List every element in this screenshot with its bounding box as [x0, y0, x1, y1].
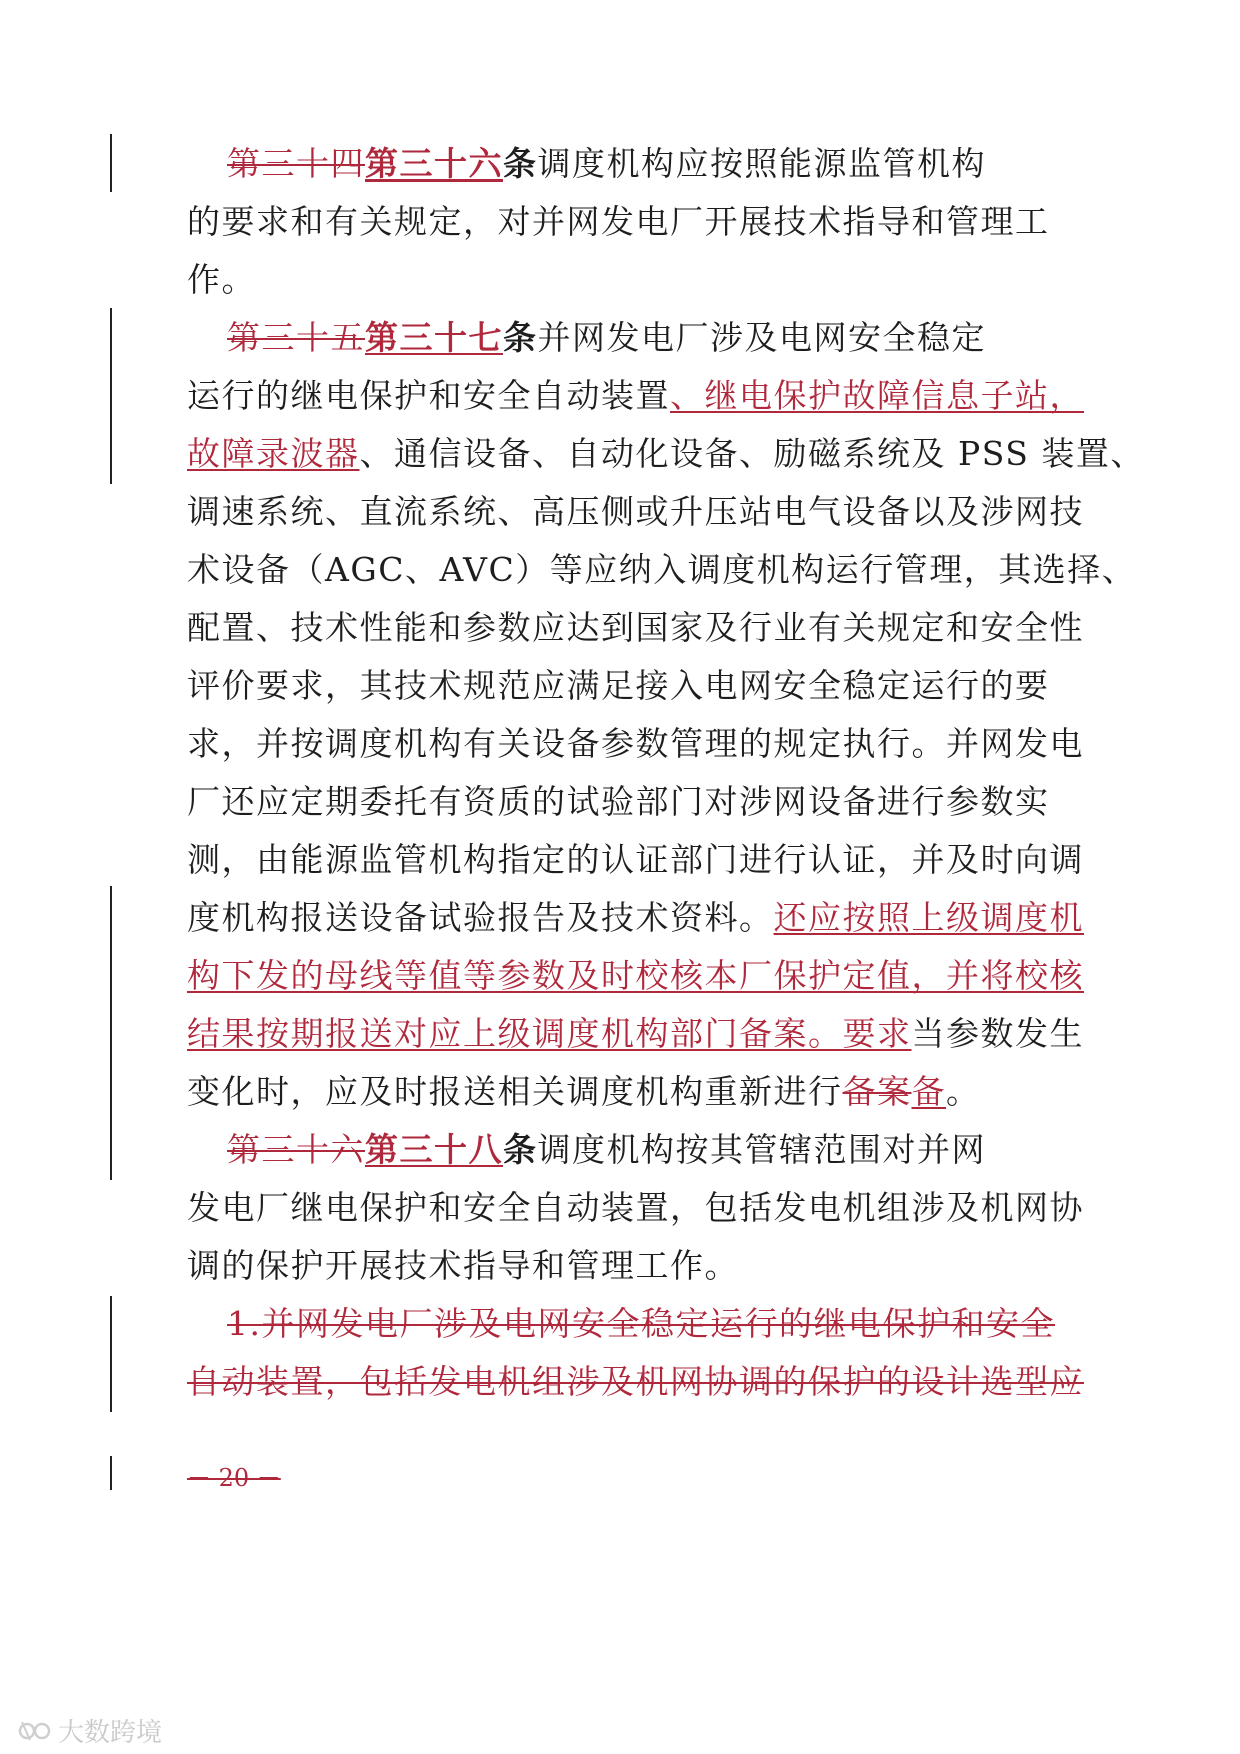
article-37-line-7: 评价要求，其技术规范应满足接入电网安全稳定运行的要 — [187, 666, 1050, 705]
body-text: 当参数发生 — [911, 1014, 1084, 1053]
article-36-line-1 — [227, 142, 986, 186]
deleted-article-number: 第三十五 — [227, 318, 365, 357]
article-37-line-9: 厂还应定期委托有资质的试验部门对涉网设备进行参数实 — [187, 782, 1050, 821]
inserted-article-number: 第三十七 — [365, 318, 503, 357]
article-38-line-1 — [227, 1128, 986, 1172]
inserted-text: 备 — [911, 1072, 946, 1111]
deleted-article-number: 第三十四 — [227, 144, 365, 183]
article-37-line-10: 测，由能源监管机构指定的认证部门进行认证，并及时向调 — [187, 840, 1084, 879]
article-36-text: 调度机构应按照能源监管机构 — [537, 144, 986, 183]
body-text: 、通信设备、自动化设备、励磁系统及 PSS 装置、 — [359, 434, 1145, 473]
article-37-line-1 — [227, 316, 986, 360]
deleted-text: 自动装置，包括发电机组涉及机网协调的保护的设计选型应 — [187, 1362, 1084, 1401]
article-suffix: 条 — [503, 144, 538, 183]
body-text: 运行的继电保护和安全自动装置 — [187, 376, 670, 415]
page-number: － 20 － — [187, 1464, 281, 1492]
deleted-text: 备案 — [842, 1072, 912, 1111]
article-37-line-4: 调速系统、直流系统、高压侧或升压站电气设备以及涉网技 — [187, 492, 1084, 531]
article-36-line-3: 作。 — [187, 260, 256, 299]
inserted-article-number: 第三十八 — [365, 1130, 503, 1169]
inserted-text: 故障录波器 — [187, 434, 360, 473]
article-37-line-5: 术设备（AGC、AVC）等应纳入调度机构运行管理，其选择、 — [187, 550, 1137, 589]
article-37-line-3 — [187, 432, 1145, 476]
deleted-item-line-2 — [187, 1360, 1084, 1404]
article-37-text: 并网发电厂涉及电网安全稳定 — [537, 318, 986, 357]
deleted-article-number: 第三十六 — [227, 1130, 365, 1169]
brand-logo-icon — [18, 1718, 52, 1744]
inserted-text: 构下发的母线等值等参数及时校核本厂保护定值，并将校核 — [187, 956, 1084, 995]
article-37-line-2 — [187, 374, 1084, 418]
change-bar — [110, 1456, 112, 1490]
article-37-line-8: 求，并按调度机构有关设备参数管理的规定执行。并网发电 — [187, 724, 1084, 763]
body-text: 变化时，应及时报送相关调度机构重新进行 — [187, 1072, 843, 1111]
deleted-item-line-1 — [227, 1302, 1055, 1346]
deleted-text: 1.并网发电厂涉及电网安全稳定运行的继电保护和安全 — [227, 1304, 1055, 1343]
inserted-text: 、继电保护故障信息子站， — [670, 376, 1084, 415]
inserted-text: 结果按期报送对应上级调度机构部门备案。要求 — [187, 1014, 912, 1053]
inserted-article-number: 第三十六 — [365, 144, 503, 183]
article-38-line-2: 发电厂继电保护和安全自动装置，包括发电机组涉及机网协 — [187, 1188, 1084, 1227]
article-37-line-6: 配置、技术性能和参数应达到国家及行业有关规定和安全性 — [187, 608, 1084, 647]
body-text: 度机构报送设备试验报告及技术资料。 — [187, 898, 774, 937]
watermark — [18, 1712, 162, 1749]
change-bar — [110, 308, 112, 484]
inserted-text: 还应按照上级调度机 — [773, 898, 1084, 937]
article-38-line-3: 调的保护开展技术指导和管理工作。 — [187, 1246, 739, 1285]
article-37-line-14 — [187, 1070, 1047, 1114]
article-37-line-11 — [187, 896, 1084, 940]
article-37-line-12 — [187, 954, 1084, 998]
body-text: 。 — [946, 1072, 981, 1111]
change-bar — [110, 1296, 112, 1412]
article-suffix: 条 — [503, 1130, 538, 1169]
article-suffix: 条 — [503, 318, 538, 357]
article-36-line-2: 的要求和有关规定，对并网发电厂开展技术指导和管理工 — [187, 202, 1050, 241]
watermark-text: 大数跨境 — [58, 1718, 163, 1748]
change-bar — [110, 886, 112, 1180]
article-38-text: 调度机构按其管辖范围对并网 — [537, 1130, 986, 1169]
article-37-line-13 — [187, 1012, 1084, 1056]
change-bar — [110, 134, 112, 192]
